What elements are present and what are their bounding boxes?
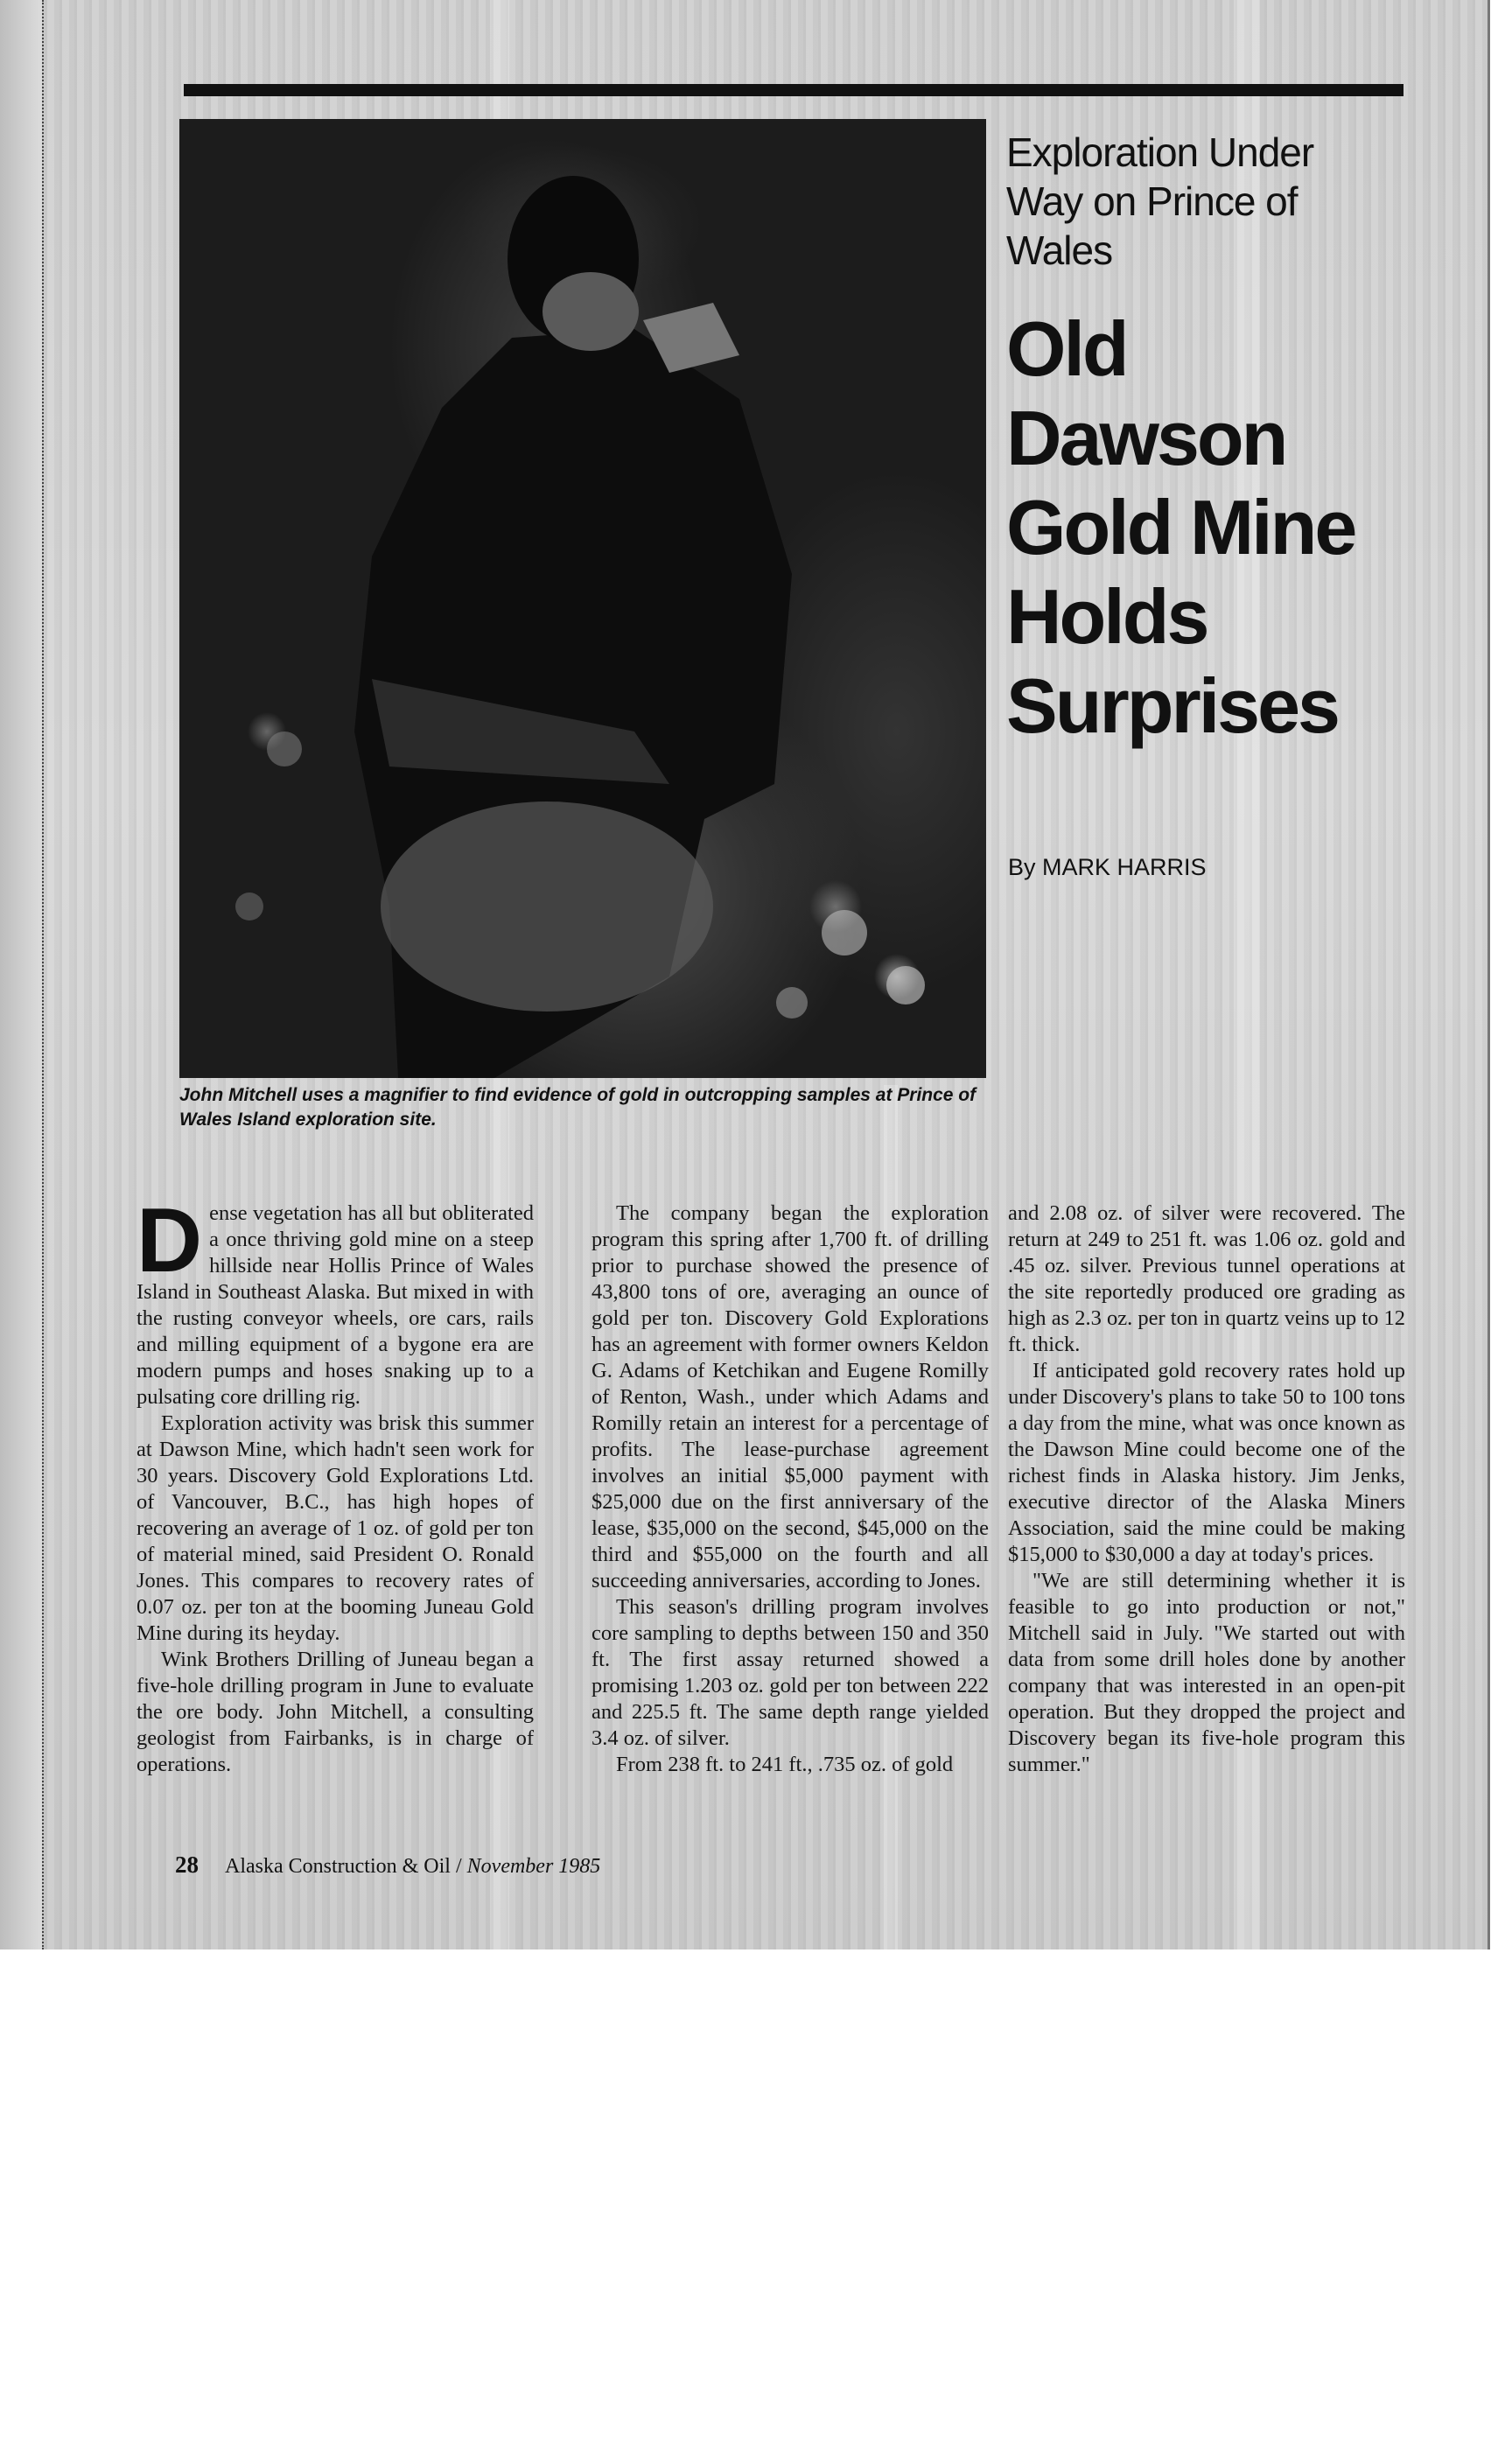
drop-cap: D bbox=[136, 1190, 203, 1292]
body-column-2 bbox=[592, 1200, 989, 1778]
photo-caption: John Mitchell uses a magnifier to find evidence of gold in outcropping samples at Prince of Wales Island exploration site. bbox=[179, 1085, 976, 1130]
body-column-3 bbox=[1008, 1200, 1405, 1778]
byline: By MARK HARRIS bbox=[1008, 854, 1207, 880]
page-number: 28 bbox=[175, 1852, 199, 1878]
title-line: Dawson bbox=[1006, 395, 1286, 481]
issue-date: November 1985 bbox=[466, 1855, 601, 1878]
title-line: Surprises bbox=[1006, 662, 1338, 749]
page-edge bbox=[0, 0, 44, 1950]
article-title bbox=[1006, 304, 1400, 751]
title-line: Gold Mine bbox=[1006, 484, 1355, 570]
publication-name: Alaska Construction & Oil / bbox=[225, 1855, 467, 1878]
paragraph: Exploration activity was brisk this summer at Dawson Mine, which hadn't seen work for 30 years. Discovery Gold Explorations Ltd. of Vancouver, B.C., has high hopes of recovering an average of 1 oz. of gold per ton of material mined, said President O. Ronald Jones. This compares to recovery rates of 0.07 oz. per ton at the booming Juneau Gold Mine during its heyday. bbox=[136, 1411, 534, 1645]
paragraph: Wink Brothers Drilling of Juneau began a five-hole drilling program in June to evaluate the ore body. John Mitchell, a consulting geologist from Fairbanks, is in charge of operations. bbox=[136, 1648, 534, 1776]
title-line: Old bbox=[1006, 305, 1127, 392]
body-column-1 bbox=[136, 1190, 534, 1778]
paragraph: The company began the exploration program this spring after 1,700 ft. of drilling prior to purchase showed the presence of 43,800 tons of ore, averaging an ounce of gold per ton. Discovery Gold Explorations has an agreement with former owners Keldon G. Adams of Ketchikan and Eugene Romilly of Renton, Wash., under which Adams and Romilly retain an interest for a percentage of profits. The lease-purchase agreement involves an initial $5,000 payment with $25,000 due on the first anniversary of the lease, $35,000 on the second, $45,000 on the third and $55,000 on the fourth and all succeeding anniversaries, according to Jones. bbox=[592, 1201, 989, 1592]
top-rule bbox=[184, 84, 1404, 96]
page-footer bbox=[175, 1852, 600, 1879]
paragraph: If anticipated gold recovery rates hold up under Discovery's plans to take 50 to 100 tons a day from the mine, what was once known as the Dawson Mine could become one of the richest finds in Alaska history. Jim Jenks, executive director of the Alaska Miners Association, said the mine could be making $15,000 to $30,000 a day at today's prices. bbox=[1008, 1359, 1405, 1566]
paragraph: "We are still determining whether it is feasible to go into production or not," Mitchell said in July. "We started out with data from some drill holes done by another company that was interested in an open-pit operation. But they dropped the project and Discovery began its five-hole program this summer." bbox=[1008, 1569, 1405, 1776]
paragraph: From 238 ft. to 241 ft., .735 oz. of gold bbox=[616, 1753, 954, 1776]
photo-illustration bbox=[179, 119, 986, 1078]
paragraph bbox=[136, 1190, 534, 1410]
title-line: Holds bbox=[1006, 573, 1208, 660]
paragraph-text: ense vegetation has all but obliterated a once thriving gold mine on a steep hillside near Hollis Prince of Wales Island in Southeast Alaska. But mixed in with the rusting conveyor wheels, ore cars, rails and milling equipment of a bygone era are modern pumps and hoses snaking up to a pulsating core drilling rig. bbox=[136, 1201, 534, 1409]
headline-block bbox=[1006, 128, 1400, 751]
paragraph: This season's drilling program involves core sampling to depths between 150 and 350 ft. The first assay returned showed a promising 1.203 oz. gold per ton between 222 and 225.5 ft. The same depth range yielded 3.4 oz. of silver. bbox=[592, 1595, 989, 1750]
article-photo bbox=[179, 119, 986, 1078]
article-deck: Exploration Under Way on Prince of Wales bbox=[1006, 130, 1314, 273]
paragraph: and 2.08 oz. of silver were recovered. The return at 249 to 251 ft. was 1.06 oz. gold and .45 oz. silver. Previous tunnel operations at the site reportedly produced ore grading as high as 2.3 oz. per ton in quartz veins up to 12 ft. thick. bbox=[1008, 1201, 1405, 1356]
